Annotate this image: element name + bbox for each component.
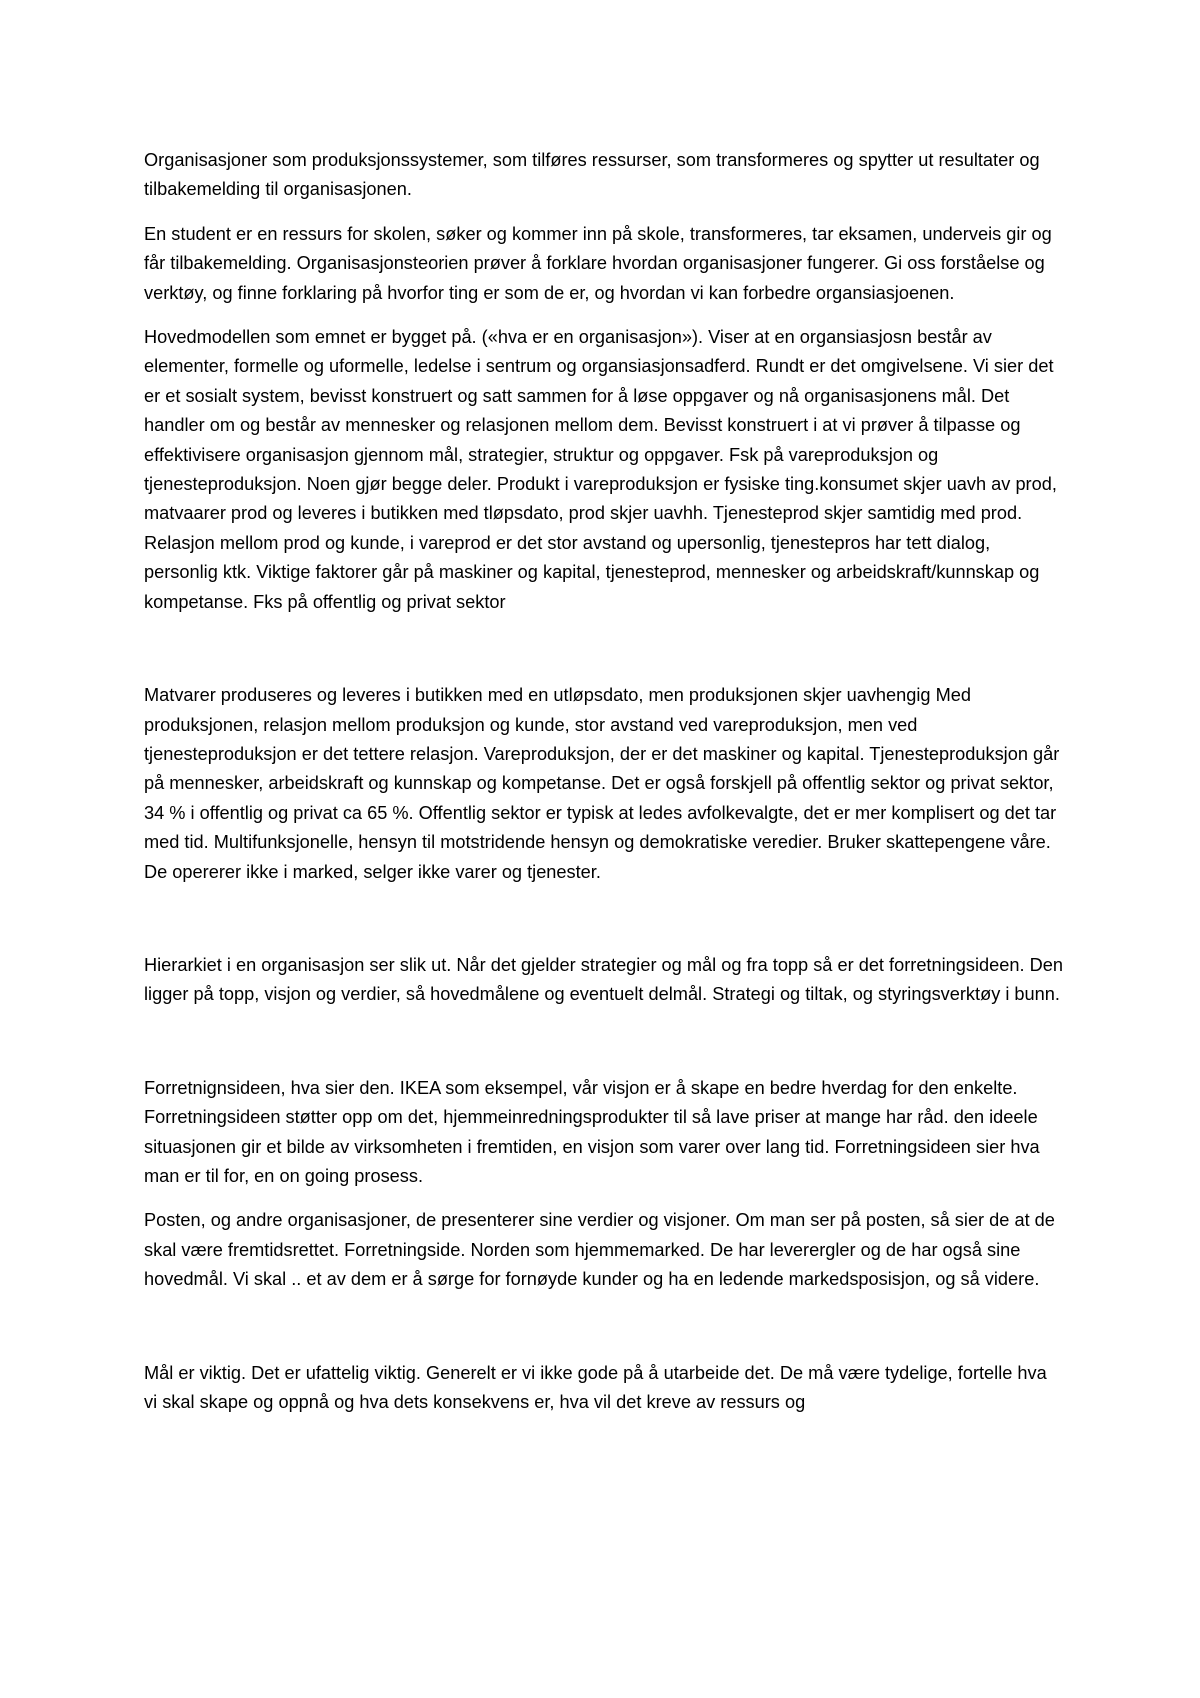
- document-body: [144, 146, 1064, 1417]
- paragraph-student-example: En student er en ressurs for skolen, søker og kommer inn på skole, transformeres, tar eksamen, underveis gir og får tilbakemelding. Organisasjonsteorien prøver å forklare hvordan organisasjoner fungerer. Gi oss forståelse og verktøy, og finne forklaring på hvorfor ting er som de er, og hvordan vi kan forbedre organsiasjoenen.: [144, 223, 1052, 303]
- paragraph-main-model: Hovedmodellen som emnet er bygget på. («hva er en organisasjon»). Viser at en organsiasjosn består av elementer, formelle og uformelle, ledelse i sentrum og organsiasjonsadferd. Rundt er det omgivelsene. Vi sier det er et sosialt system, bevisst konstruert og satt sammen for å løse oppgaver og nå organisasjonens mål. Det handler om og består av mennesker og relasjonen mellom dem. Bevisst konstruert i at vi prøver å tilpasse og effektivisere organisasjon gjennom mål, strategier, struktur og oppgaver. Fsk på vareproduksjon og tjenesteproduksjon. Noen gjør begge deler. Produkt i vareproduksjon er fysiske ting.konsumet skjer uavh av prod, matvaarer prod og leveres i butikken med tløpsdato, prod skjer uavhh. Tjenesteprod skjer samtidig med prod. Relasjon mellom prod og kunde, i vareprod er det stor avstand og upersonlig, tjenestepros har tett dialog, personlig ktk. Viktige faktorer går på maskiner og kapital, tjenesteprod, mennesker og arbeidskraft/kunnskap og kompetanse. Fks på offentlig og privat sektor: [144, 327, 1057, 612]
- paragraph-production-systems: Organisasjoner som produksjonssystemer, som tilføres ressurser, som transformeres og spytter ut resultater og tilbakemelding til organisasjonen.: [144, 150, 1040, 200]
- paragraph-food-production: Matvarer produseres og leveres i butikken med en utløpsdato, men produksjonen skjer uavhengig Med produksjonen, relasjon mellom produksjon og kunde, stor avstand ved vareproduksjon, men ved tjenesteproduksjon er det tettere relasjon. Vareproduksjon, der er det maskiner og kapital. Tjenesteproduksjon går på mennesker, arbeidskraft og kunnskap og kompetanse. Det er også forskjell på offentlig sektor og privat sektor, 34 % i offentlig og privat ca 65 %. Offentlig sektor er typisk at ledes avfolkevalgte, det er mer komplisert og det tar med tid. Multifunksjonelle, hensyn til motstridende hensyn og demokratiske veredier. Bruker skattepengene våre. De opererer ikke i marked, selger ikke varer og tjenester.: [144, 685, 1060, 882]
- paragraph-posten: Posten, og andre organisasjoner, de presenterer sine verdier og visjoner. Om man ser på posten, så sier de at de skal være fremtidsrettet. Forretningside. Norden som hjemmemarked. De har leverergler og de har også sine hovedmål. Vi skal .. et av dem er å sørge for fornøyde kunder og ha en ledende markedsposisjon, og så videre.: [144, 1210, 1055, 1290]
- paragraph-business-idea: Forretnignsideen, hva sier den. IKEA som eksempel, vår visjon er å skape en bedre hverdag for den enkelte. Forretningsideen støtter opp om det, hjemmeinredningsprodukter til så lave priser at mange har råd. den ideele situasjonen gir et bilde av virksomheten i fremtiden, en visjon som varer over lang tid. Forretningsideen sier hva man er til for, en on going prosess.: [144, 1077, 1040, 1186]
- paragraph-hierarchy: Hierarkiet i en organisasjon ser slik ut. Når det gjelder strategier og mål og fra topp så er det forretningsideen. Den ligger på topp, visjon og verdier, så hovedmålene og eventuelt delmål. Strategi og tiltak, og styringsverktøy i bunn.: [144, 954, 1063, 1005]
- paragraph-goals: Mål er viktig. Det er ufattelig viktig. Generelt er vi ikke gode på å utarbeide det. De må være tydelige, fortelle hva vi skal skape og oppnå og hva dets konsekvens er, hva vil det kreve av ressurs og: [144, 1362, 1047, 1412]
